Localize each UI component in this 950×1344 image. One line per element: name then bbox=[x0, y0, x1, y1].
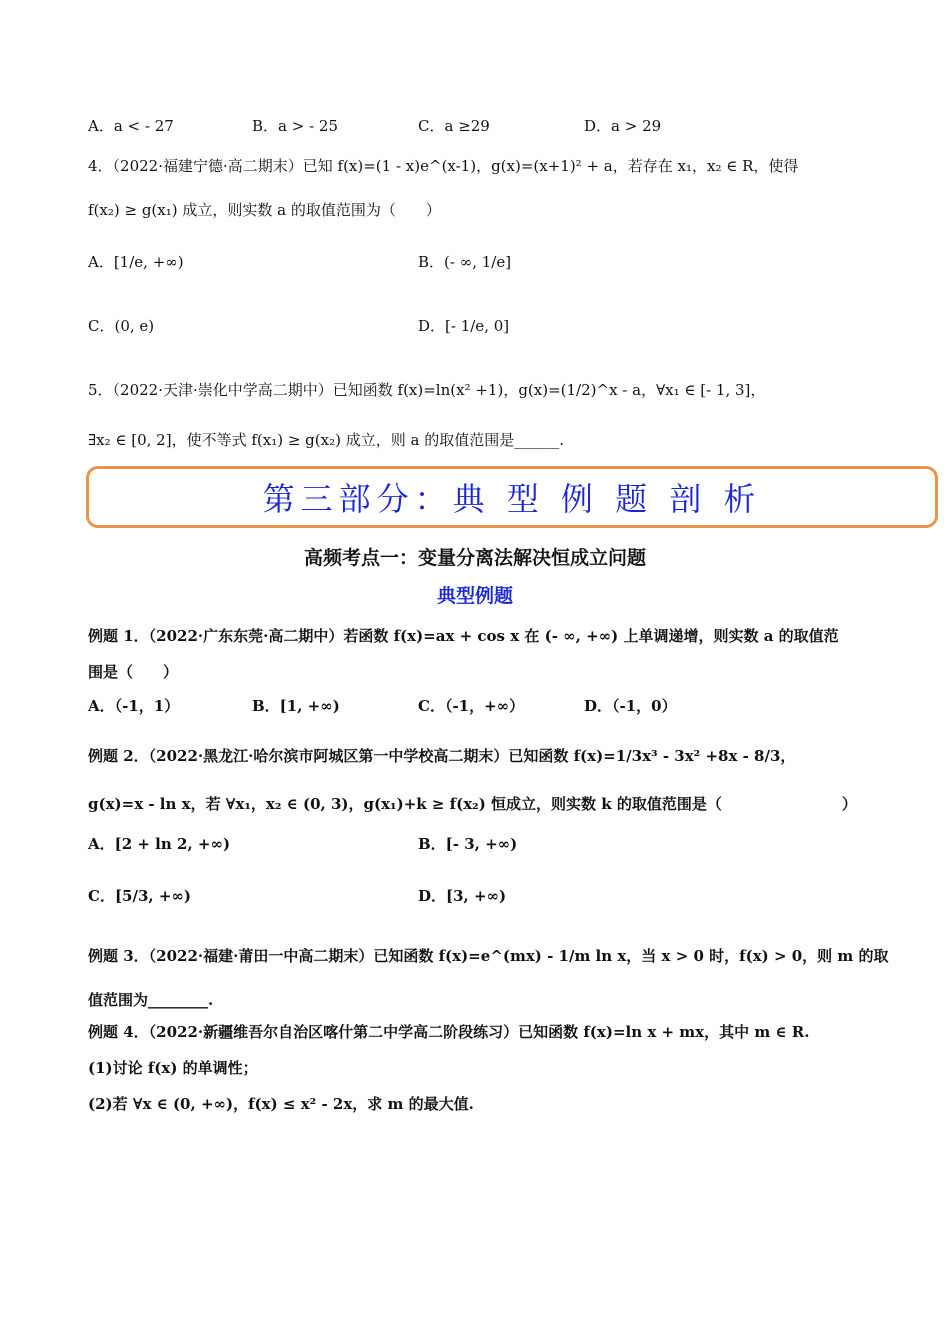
ex2-option-b: B．[- 3, +∞) bbox=[418, 835, 518, 853]
q4-option-b: B．(- ∞, 1/e] bbox=[418, 253, 512, 271]
subsection-title: 典型例题 bbox=[436, 585, 513, 607]
ex1-option-a: A．（-1，1） bbox=[88, 697, 180, 715]
ex2-line2: g(x)=x - ln x，若 ∀x₁，x₂ ∈ (0, 3)，g(x₁)+k ≥ f(x₂) 恒成立，则实数 k 的取值范围是（ ） bbox=[88, 795, 857, 813]
q3-option-c: C．a ≥29 bbox=[418, 117, 490, 135]
ex1-line2: 围是（ ） bbox=[88, 663, 179, 681]
q4-option-c: C．(0, e) bbox=[88, 317, 155, 335]
ex1-option-c: C．（-1，+∞） bbox=[418, 697, 525, 715]
banner-title: 第三部分：典 型 例 题 剖 析 bbox=[262, 480, 762, 518]
part-three-banner bbox=[86, 466, 938, 528]
q3-option-d: D．a > 29 bbox=[584, 117, 662, 135]
ex2-option-c: C．[5/3, +∞) bbox=[88, 887, 191, 905]
ex3-line2: 值范围为________. bbox=[88, 991, 214, 1009]
q4-line1: 4．（2022·福建宁德·高二期末）已知 f(x)=(1 - x)e^(x-1)，g(x)=(x+1)² + a，若存在 x₁，x₂ ∈ R，使得 bbox=[88, 157, 799, 175]
q4-line2: f(x₂) ≥ g(x₁) 成立，则实数 a 的取值范围为（ ） bbox=[88, 201, 441, 219]
section-title: 高频考点一：变量分离法解决恒成立问题 bbox=[303, 547, 646, 569]
ex2-line1: 例题 2．（2022·黑龙江·哈尔滨市阿城区第一中学校高二期末）已知函数 f(x)=1/3x³ - 3x² +8x - 8/3， bbox=[88, 747, 796, 765]
q4-option-a: A．[1/e, +∞) bbox=[88, 253, 184, 271]
ex1-option-b: B．[1, +∞) bbox=[252, 697, 340, 715]
ex4-line1: 例题 4．（2022·新疆维吾尔自治区喀什第二中学高二阶段练习）已知函数 f(x)=ln x + mx，其中 m ∈ R. bbox=[88, 1023, 810, 1041]
ex4-part1: (1)讨论 f(x) 的单调性； bbox=[88, 1059, 258, 1077]
ex1-line1: 例题 1．（2022·广东东莞·高二期中）若函数 f(x)=ax + cos x 在 (- ∞, +∞) 上单调递增，则实数 a 的取值范 bbox=[88, 627, 839, 645]
q3-option-a: A．a < - 27 bbox=[88, 117, 174, 135]
q5-line1: 5．（2022·天津·崇化中学高二期中）已知函数 f(x)=ln(x² +1)，g(x)=(1/2)^x - a，∀x₁ ∈ [- 1, 3]， bbox=[88, 381, 766, 399]
ex2-option-d: D．[3, +∞) bbox=[418, 887, 507, 905]
q3-option-b: B．a > - 25 bbox=[252, 117, 338, 135]
ex2-option-a: A．[2 + ln 2, +∞) bbox=[88, 835, 231, 853]
q4-option-d: D．[- 1/e, 0] bbox=[418, 317, 510, 335]
ex3-line1: 例题 3．（2022·福建·莆田一中高二期末）已知函数 f(x)=e^(mx) - 1/m ln x，当 x > 0 时，f(x) > 0，则 m 的取 bbox=[88, 947, 889, 965]
ex1-option-d: D．（-1，0） bbox=[584, 697, 677, 715]
ex4-part2: (2)若 ∀x ∈ (0, +∞)，f(x) ≤ x² - 2x，求 m 的最大值. bbox=[88, 1095, 474, 1113]
q5-line2: ∃x₂ ∈ [0, 2]，使不等式 f(x₁) ≥ g(x₂) 成立，则 a 的取值范围是______. bbox=[88, 431, 564, 449]
